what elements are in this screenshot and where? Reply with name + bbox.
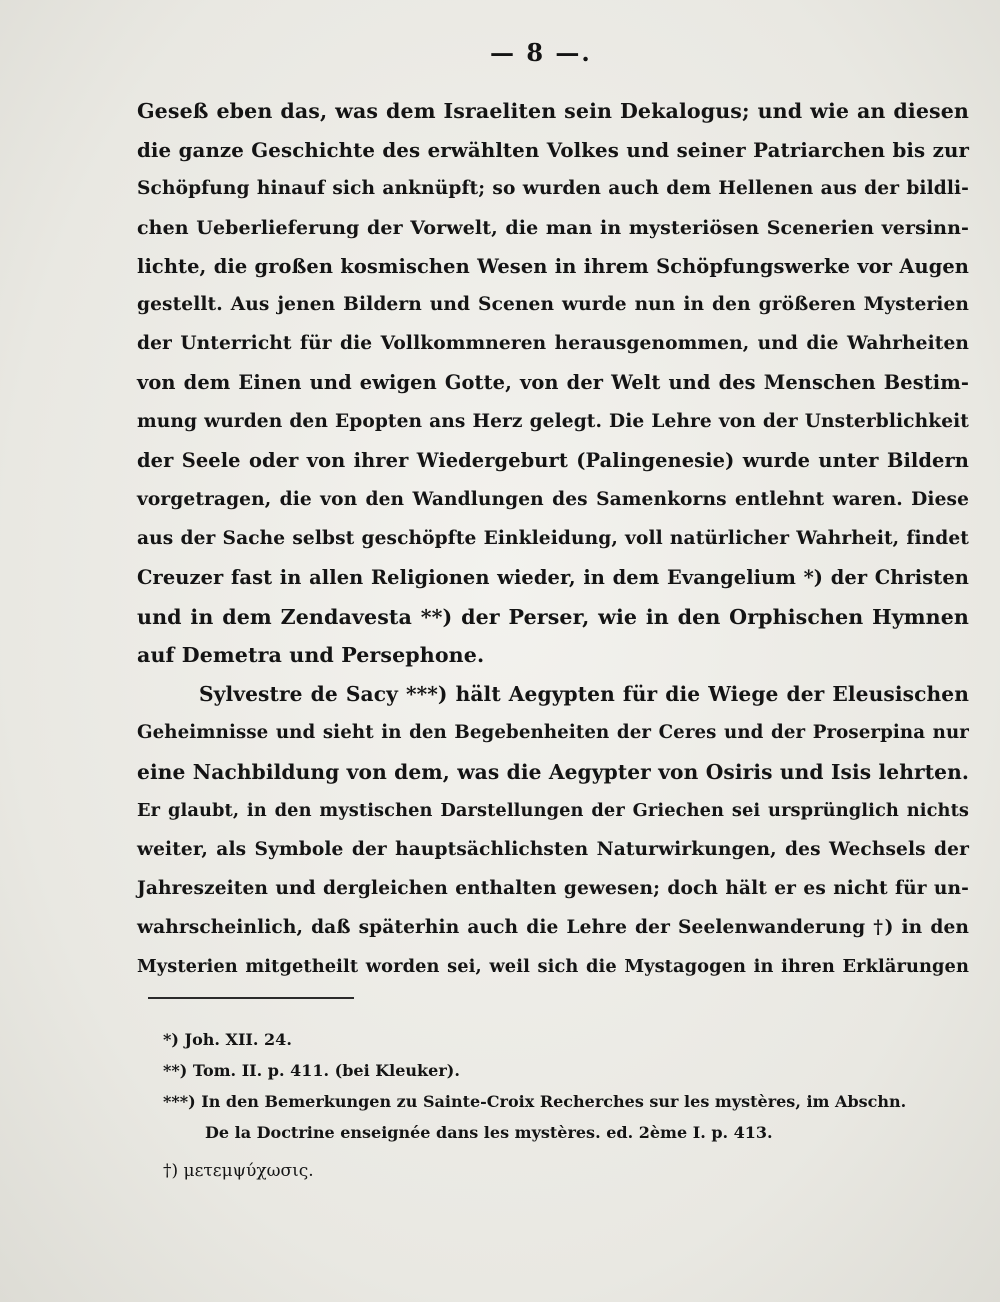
text-line: der Seele oder von ihrer Wiedergeburt (Palingenesie) wurde unter Bildern — [137, 449, 969, 473]
footnote: †) μετεμψύχωσις. — [163, 1161, 314, 1181]
text-line: Er glaubt, in den mystischen Darstellungen der Griechen sei ursprünglich nichts — [137, 800, 969, 822]
text-line: Mysterien mitgetheilt worden sei, weil sich die Mystagogen in ihren Erklärungen — [137, 955, 969, 977]
text-line: lichte, die großen kosmischen Wesen in ihrem Schöpfungswerke vor Augen — [137, 254, 969, 278]
text-line: der Unterricht für die Vollkommneren herausgenommen, und die Wahrheiten — [137, 333, 969, 355]
text-line: Geseß eben das, was dem Israeliten sein Dekalogus; und wie an diesen — [137, 99, 969, 123]
main-text — [137, 92, 969, 986]
footnote: ***) In den Bemerkungen zu Sainte-Croix Recherches sur les mystères, im Abschn. — [163, 1092, 907, 1111]
text-line: die ganze Geschichte des erwählten Volkes und seiner Patriarchen bis zur — [137, 137, 969, 162]
footnote: *) Joh. XII. 24. — [163, 1030, 292, 1049]
text-line: Jahreszeiten und dergleichen enthalten gewesen; doch hält er es nicht für un- — [137, 877, 969, 899]
text-line: mung wurden den Epopten ans Herz gelegt. Die Lehre von der Unsterblichkeit — [137, 411, 969, 433]
text-line: wahrscheinlich, daß späterhin auch die Lehre der Seelenwanderung †) in den — [137, 916, 969, 938]
footnote: **) Tom. II. p. 411. (bei Kleuker). — [163, 1061, 460, 1080]
text-line: von dem Einen und ewigen Gotte, von der Welt und des Menschen Bestim- — [137, 371, 969, 395]
text-line: chen Ueberlieferung der Vorwelt, die man in mysteriösen Scenerien versinn- — [137, 216, 969, 239]
text-line: weiter, als Symbole der hauptsächlichsten Naturwirkungen, des Wechsels der — [137, 838, 969, 860]
text-line: Creuzer fast in allen Religionen wieder, in dem Evangelium *) der Christen — [137, 565, 969, 589]
text-line: gestellt. Aus jenen Bildern und Scenen wurde nun in den größeren Mysterien — [137, 294, 969, 316]
footnote-divider — [148, 997, 354, 999]
footnotes — [163, 1024, 973, 1187]
text-line-paragraph-start: Sylvestre de Sacy ***) hält Aegypten für die Wiege der Eleusischen — [199, 682, 969, 707]
text-line: vorgetragen, die von den Wandlungen des Samenkorns entlehnt waren. Diese — [137, 488, 969, 510]
text-line: eine Nachbildung von dem, was die Aegypter von Osiris und Isis lehrten. — [137, 760, 969, 785]
text-line: Schöpfung hinauf sich anknüpft; so wurden auch dem Hellenen aus der bildli- — [137, 177, 969, 199]
text-line: Geheimnisse und sieht in den Begebenheiten der Ceres und der Proserpina nur — [137, 722, 969, 744]
page-number: — 8 —. — [490, 38, 592, 67]
text-line: aus der Sache selbst geschöpfte Einkleidung, voll natürlicher Wahrheit, findet — [137, 527, 969, 549]
text-line: und in dem Zendavesta **) der Perser, wie in den Orphischen Hymnen — [137, 604, 969, 629]
text-line: auf Demetra und Persephone. — [137, 643, 485, 668]
footnote-continuation: De la Doctrine enseignée dans les mystères. ed. 2ème I. p. 413. — [205, 1123, 773, 1142]
